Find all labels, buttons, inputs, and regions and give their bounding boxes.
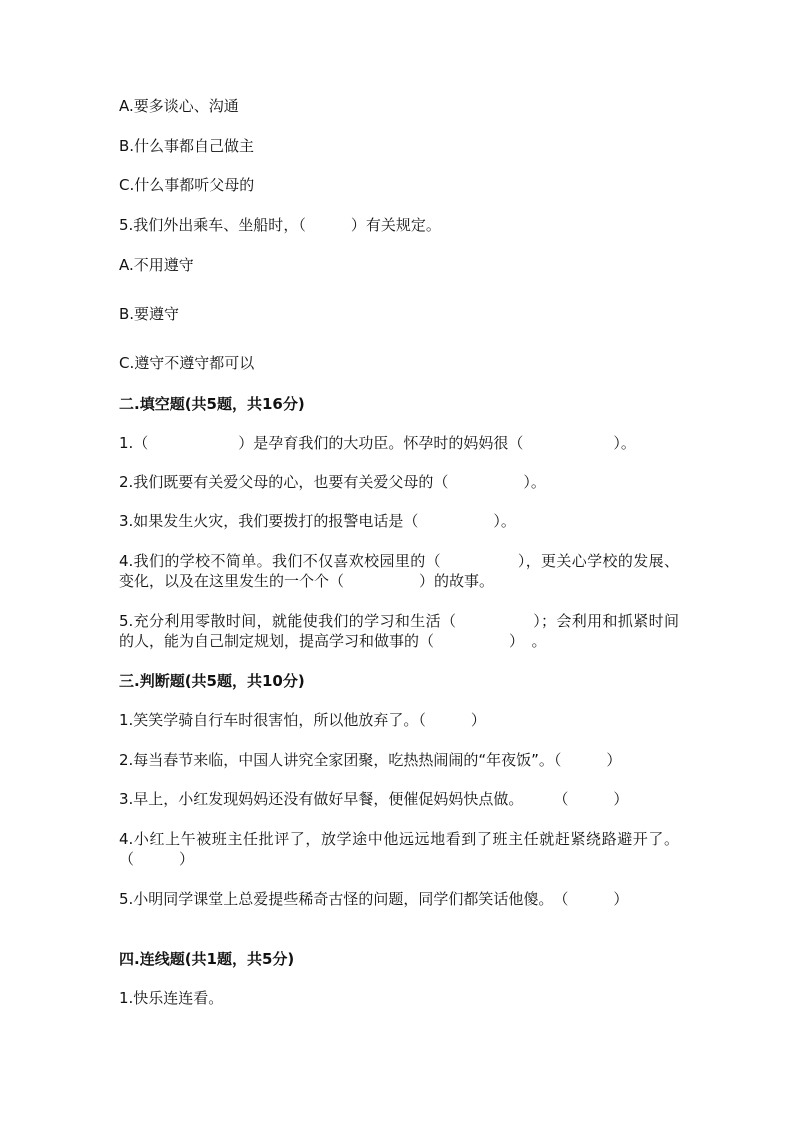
q5-option-b: B.要遵守 (119, 305, 180, 323)
q4-option-a: A.要多谈心、沟通 (119, 97, 239, 115)
section-heading-true-false: 三.判断题(共5题，共10分) (119, 672, 305, 690)
q4-option-c: C.什么事都听父母的 (119, 176, 255, 194)
q5-option-c: C.遵守不遵守都可以 (119, 354, 255, 372)
true-false-item-5: 5.小明同学课堂上总爱提些稀奇古怪的问题，同学们都笑话他傻。 （ ） (119, 890, 629, 908)
q5-option-a: A.不用遵守 (119, 256, 194, 274)
fill-blank-item-4: 4.我们的学校不简单。我们不仅喜欢校园里的（ ），更关心学校的发展、变化，以及在这里发生的一个个（ ）的故事。 (119, 552, 679, 590)
section-heading-fill-blank: 二.填空题(共5题，共16分) (119, 395, 305, 413)
true-false-item-3: 3.早上，小红发现妈妈还没有做好早餐，便催促妈妈快点做。 （ ） (119, 790, 629, 808)
fill-blank-item-2: 2.我们既要有关爱父母的心，也要有关爱父母的（ ）。 (119, 473, 546, 491)
fill-blank-item-5: 5.充分利用零散时间，就能使我们的学习和生活（ ）；会利用和抓紧时间的人，能为自己制定规划，提高学习和做事的（ ） 。 (119, 612, 679, 650)
true-false-item-2: 2.每当春节来临，中国人讲究全家团聚，吃热热闹闹的“年夜饭”。（ ） (119, 751, 622, 769)
section-heading-matching: 四.连线题(共1题，共5分) (119, 950, 295, 968)
true-false-item-4: 4.小红上午被班主任批评了，放学途中他远远地看到了班主任就赶紧绕路避开了。（ ） (119, 830, 679, 868)
fill-blank-item-1: 1.（ ）是孕育我们的大功臣。怀孕时的妈妈很（ ）。 (119, 434, 636, 452)
fill-blank-item-3: 3.如果发生火灾，我们要拨打的报警电话是（ ）。 (119, 512, 516, 530)
q4-option-b: B.什么事都自己做主 (119, 137, 255, 155)
q5-stem: 5.我们外出乘车、坐船时，（ ）有关规定。 (119, 216, 441, 234)
true-false-item-1: 1.笑笑学骑自行车时很害怕，所以他放弃了。（ ） (119, 711, 486, 729)
matching-item-1: 1.快乐连连看。 (119, 989, 224, 1007)
